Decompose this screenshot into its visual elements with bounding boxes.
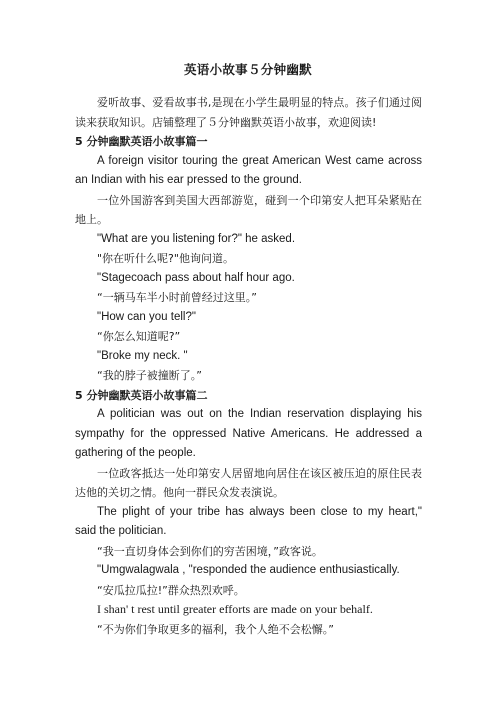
story1-zh-5: “我的脖子被撞断了。” [97, 369, 202, 382]
story1-en-1: A foreign visitor touring the great American West came across an Indian with his ear pressed to the ground. [75, 154, 422, 186]
story2-zh-1: 一位政客抵达一处印第安人居留地向居住在该区被压迫的原住民表达他的关切之情。他向一群民众发表演说。 [75, 466, 422, 499]
story2-en-3: "Umgwalagwala , "responded the audience enthusiastically. [97, 564, 400, 576]
story2-zh-3: “安瓜拉瓜拉!”群众热烈欢呼。 [97, 583, 245, 597]
intro-paragraph: 爱听故事、爱看故事书,是现在小学生最明显的特点。孩子们通过阅读来获取知识。店铺整理了５分钟幽默英语小故事，欢迎阅读! [75, 96, 422, 129]
story1-zh-2: "你在听什么呢?"他询问道。 [97, 252, 234, 265]
story1-en-5: "Broke my neck. " [97, 349, 188, 362]
story2-en-4: I shan' t rest until greater efforts are made on your behalf. [97, 602, 373, 616]
document-title: 英语小故事５分钟幽默 [183, 62, 312, 77]
section-heading-1: 5 分钟幽默英语小故事篇一 [75, 135, 208, 148]
story1-en-3: "Stagecoach pass about half hour ago. [97, 271, 295, 284]
story2-en-2: The plight of your tribe has always been close to my heart," said the politician. [75, 505, 422, 537]
story1-zh-1: 一位外国游客到美国大西部游览，碰到一个印第安人把耳朵紧贴在地上。 [75, 193, 422, 226]
story1-zh-3: “一辆马车半小时前曾经过这里。” [97, 291, 257, 304]
story2-zh-2: “我一直切身体会到你们的穷苦困境，”政客说。 [97, 544, 323, 558]
document-body [75, 93, 422, 639]
story2-zh-4: “不为你们争取更多的福利，我个人绝不会松懈。” [97, 622, 334, 636]
story1-en-2: "What are you listening for?" he asked. [97, 232, 296, 245]
story2-en-1: A politician was out on the Indian reservation displaying his sympathy for the oppressed Native Americans. He addressed a gathering of the people. [75, 408, 422, 459]
section-heading-2: 5 分钟幽默英语小故事篇二 [75, 388, 208, 402]
story1-zh-4: “你怎么知道呢?” [97, 330, 181, 343]
story1-en-4: "How can you tell?" [97, 310, 196, 323]
